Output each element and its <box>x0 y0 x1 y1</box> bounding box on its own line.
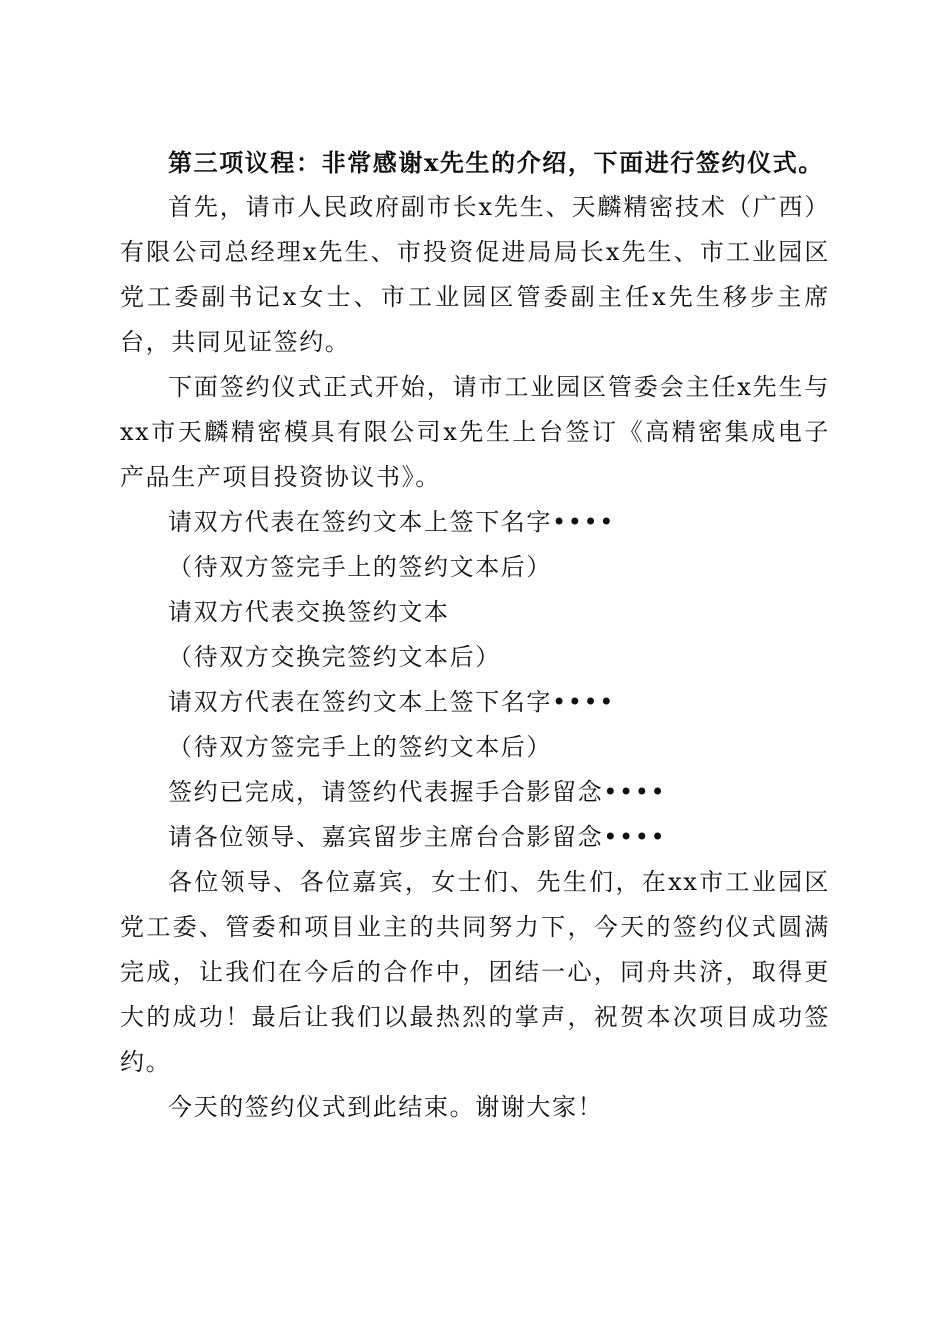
witness-invitation-paragraph: 首先，请市人民政府副市长x先生、天麟精密技术（广西）有限公司总经理x先生、市投资促进局局长x先生、市工业园区党工委副书记x女士、市工业园区管委副主任x先生移步主席台，共同见证签约。 <box>120 193 830 356</box>
document-page <box>120 140 830 1130</box>
wait-sign-note-2: （待双方签完手上的签约文本后） <box>168 733 552 761</box>
sign-names-instruction: 请双方代表在签约文本上签下名字•••• <box>168 508 616 536</box>
exchange-text-instruction: 请双方代表交换签约文本 <box>168 598 450 626</box>
wait-sign-note: （待双方签完手上的签约文本后） <box>168 553 552 581</box>
sign-names-instruction-2: 请双方代表在签约文本上签下名字•••• <box>168 688 616 716</box>
ceremony-end-paragraph: 今天的签约仪式到此结束。谢谢大家！ <box>168 1093 604 1121</box>
wait-exchange-note: （待双方交换完签约文本后） <box>168 643 501 671</box>
signing-start-paragraph: 下面签约仪式正式开始，请市工业园区管委会主任x先生与xx市天麟精密模具有限公司x先生上台签订《高精密集成电子产品生产项目投资协议书》。 <box>120 373 830 491</box>
handshake-photo-instruction: 签约已完成，请签约代表握手合影留念•••• <box>168 778 667 806</box>
group-photo-instruction: 请各位领导、嘉宾留步主席台合影留念•••• <box>168 823 667 851</box>
agenda-item-three: 第三项议程：非常感谢x先生的介绍，下面进行签约仪式。 <box>168 148 824 177</box>
closing-remarks-paragraph: 各位领导、各位嘉宾，女士们、先生们，在xx市工业园区党工委、管委和项目业主的共同努力下，今天的签约仪式圆满完成，让我们在今后的合作中，团结一心，同舟共济，取得更大的成功！最后让我们以最热烈的掌声，祝贺本次项目成功签约。 <box>120 868 830 1076</box>
